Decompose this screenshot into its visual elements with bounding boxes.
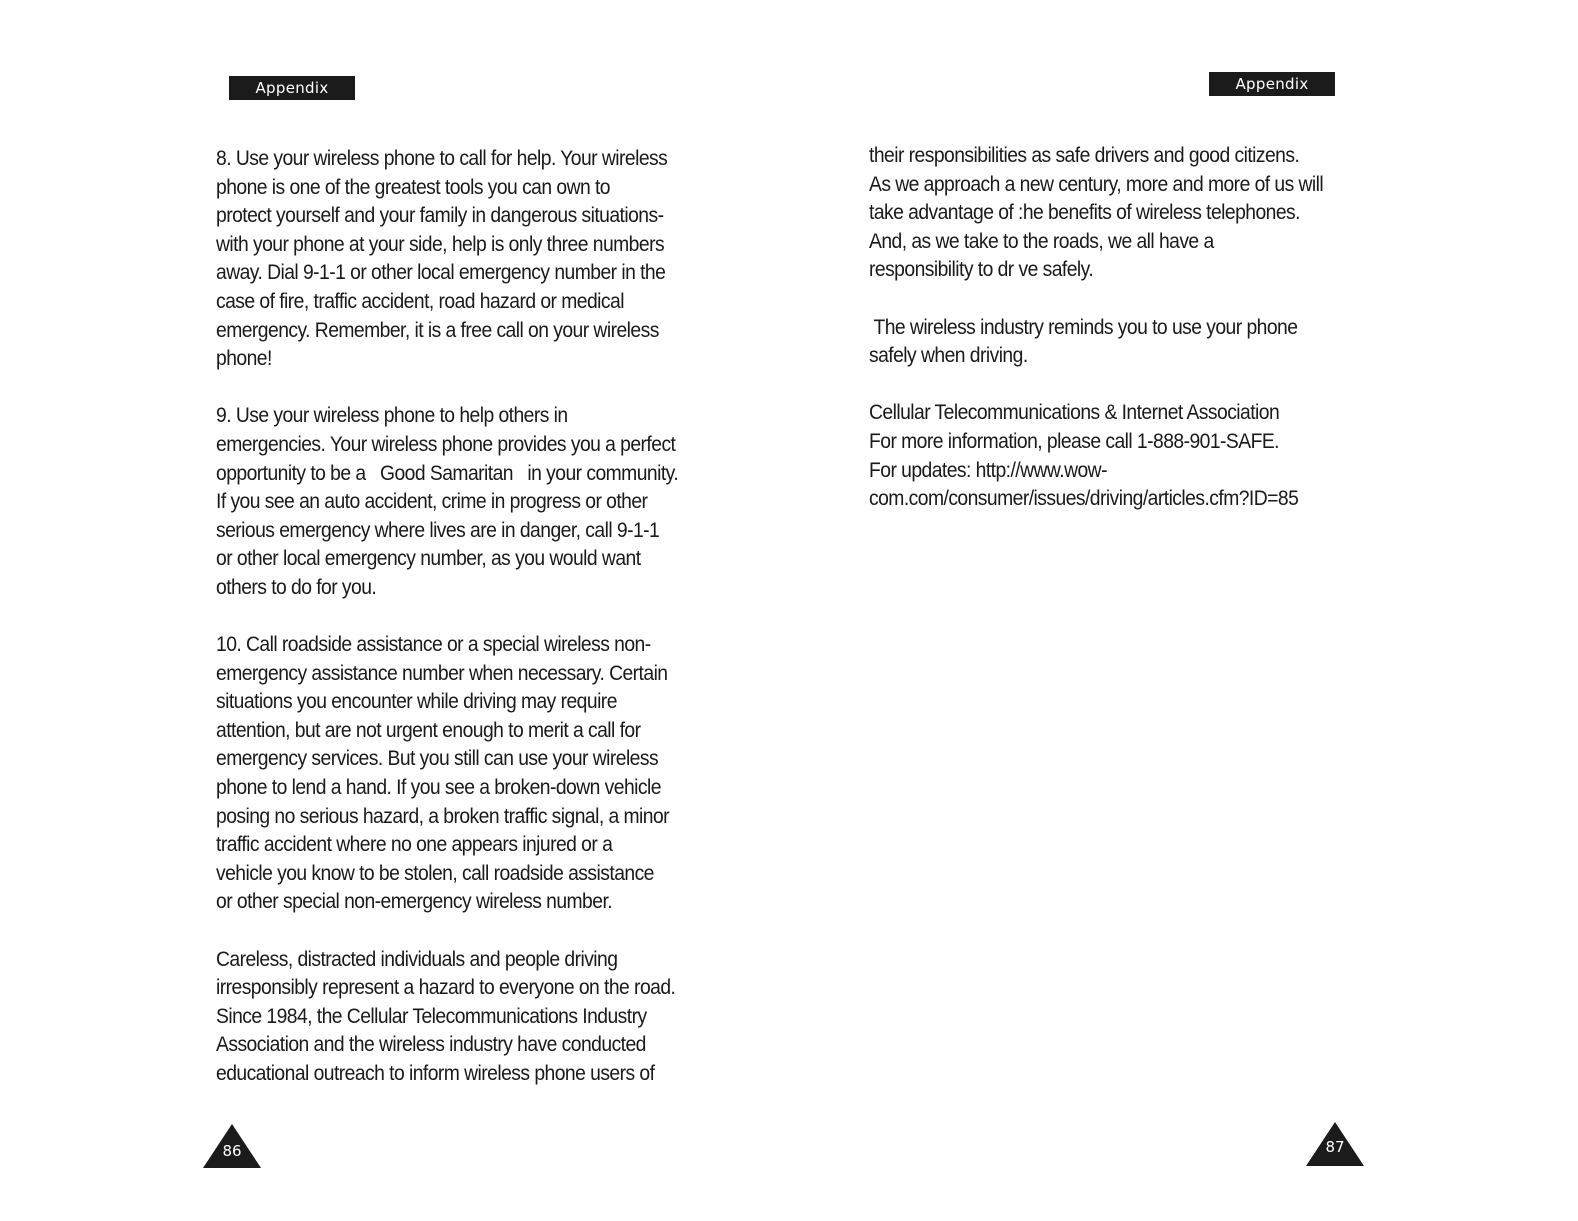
text-line: posing no serious hazard, a broken traffic signal, a minor xyxy=(216,804,670,828)
text-line: away. Dial 9-1-1 or other local emergency number in the xyxy=(216,261,666,285)
text-line: Cellular Telecommunications & Internet Association xyxy=(869,401,1280,425)
text-line: 10. Call roadside assistance or a special wireless non- xyxy=(216,633,651,657)
text-line: case of fire, traffic accident, road hazard or medical xyxy=(216,289,624,313)
text-line: phone to lend a hand. If you see a broken-down vehicle xyxy=(216,776,661,800)
text-line: com.com/consumer/issues/driving/articles.cfm?ID=85 xyxy=(869,487,1299,511)
page-number: 86 xyxy=(222,1142,242,1160)
right-page xyxy=(789,0,1578,1221)
text-line: The wireless industry reminds you to use your phone xyxy=(869,315,1298,339)
left-page-body xyxy=(216,145,720,1117)
text-line: safely when driving. xyxy=(869,344,1028,368)
paragraph-association-contact xyxy=(869,399,1373,513)
text-line: 8. Use your wireless phone to call for help. Your wireless xyxy=(216,147,668,170)
text-line: For updates: http://www.wow- xyxy=(869,458,1107,482)
text-line: Careless, distracted individuals and people driving xyxy=(216,947,618,971)
text-line: For more information, please call 1-888-901-SAFE. xyxy=(869,429,1280,453)
paragraph-tip-8 xyxy=(216,145,720,374)
text-line: or other local emergency number, as you would want xyxy=(216,547,641,571)
text-line: And, as we take to the roads, we all have a xyxy=(869,229,1214,253)
text-line: with your phone at your side, help is only three numbers xyxy=(216,232,665,256)
text-line: opportunity to be a Good Samaritan in your community. xyxy=(216,461,679,485)
text-line: their responsibilities as safe drivers and good citizens. xyxy=(869,144,1300,167)
text-line: responsibility to dr ve safely. xyxy=(869,258,1094,282)
text-line: emergency services. But you still can use your wireless xyxy=(216,747,659,771)
text-line: attention, but are not urgent enough to merit a call for xyxy=(216,718,641,742)
paragraph-tip-9 xyxy=(216,402,720,602)
text-line: or other special non-emergency wireless number. xyxy=(216,890,613,914)
text-line: As we approach a new century, more and more of us will xyxy=(869,172,1324,196)
appendix-header-tab: Appendix xyxy=(1209,72,1335,96)
text-line: situations you encounter while driving may require xyxy=(216,690,617,714)
text-line: phone! xyxy=(216,347,272,371)
text-line: protect yourself and your family in dangerous situations- xyxy=(216,204,664,228)
page-number: 87 xyxy=(1325,1138,1345,1156)
paragraph-industry-reminder xyxy=(869,314,1373,371)
text-line: traffic accident where no one appears injured or a xyxy=(216,833,613,857)
text-line: irresponsibly represent a hazard to everyone on the road. xyxy=(216,976,676,1000)
text-line: 9. Use your wireless phone to help others in xyxy=(216,404,568,428)
appendix-header-tab: Appendix xyxy=(229,76,355,100)
paragraph-careless-drivers xyxy=(216,946,720,1089)
text-line: Association and the wireless industry have conducted xyxy=(216,1033,646,1057)
right-page-body xyxy=(869,142,1373,542)
text-line: serious emergency where lives are in danger, call 9-1-1 xyxy=(216,518,660,542)
text-line: emergency assistance number when necessary. Certain xyxy=(216,661,668,685)
text-line: emergencies. Your wireless phone provides you a perfect xyxy=(216,432,676,456)
text-line: take advantage of :he benefits of wireless telephones. xyxy=(869,201,1300,225)
text-line: Since 1984, the Cellular Telecommunications Industry xyxy=(216,1004,647,1028)
text-line: vehicle you know to be stolen, call roadside assistance xyxy=(216,861,654,885)
paragraph-tip-10 xyxy=(216,631,720,917)
text-line: others to do for you. xyxy=(216,575,377,599)
paragraph-responsibilities xyxy=(869,142,1373,285)
text-line: educational outreach to inform wireless phone users of xyxy=(216,1062,655,1085)
text-line: If you see an auto accident, crime in progress or other xyxy=(216,490,648,514)
text-line: emergency. Remember, it is a free call on your wireless xyxy=(216,318,659,342)
text-line: phone is one of the greatest tools you can own to xyxy=(216,175,610,199)
